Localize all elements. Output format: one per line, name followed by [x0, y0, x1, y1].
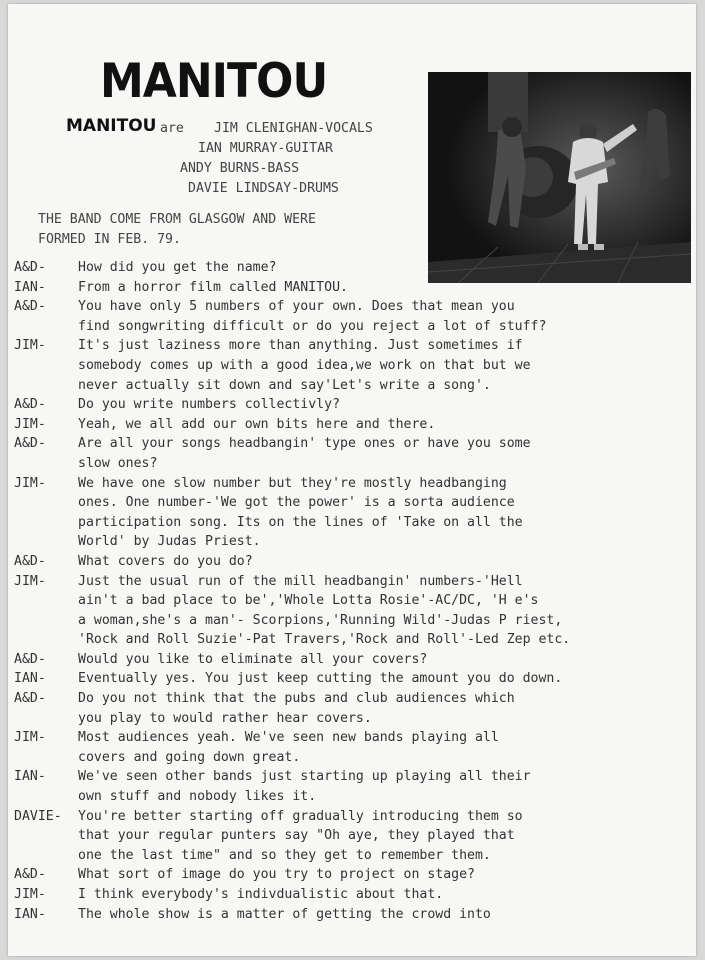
interview-text: We've seen other bands just starting up playing all their	[78, 769, 531, 785]
speaker-label	[14, 630, 78, 650]
speaker-label	[14, 709, 78, 729]
speaker-label: JIM-	[14, 416, 46, 432]
interview-line	[14, 532, 694, 552]
interview-text: you play to would rather hear covers.	[78, 710, 372, 726]
interview-text: participation song. Its on the lines of 'Take on all the	[78, 514, 523, 530]
lineup-member: JIM CLENIGHAN-VOCALS	[214, 121, 373, 136]
interview-line	[14, 807, 694, 827]
interview-text: that your regular punters say "Oh aye, they played that	[78, 828, 515, 844]
interview-line	[14, 689, 694, 709]
interview-line	[14, 552, 694, 572]
speaker-label: A&D-	[14, 553, 46, 569]
interview-text: From a horror film called MANITOU.	[78, 279, 348, 295]
interview-line	[14, 395, 694, 415]
interview-line	[14, 611, 694, 631]
interview-text: What sort of image do you try to project on stage?	[78, 867, 475, 883]
interview-line	[14, 669, 694, 689]
interview-line	[14, 336, 694, 356]
speaker-label: A&D-	[14, 867, 46, 883]
lineup-member: DAVIE LINDSAY-DRUMS	[188, 181, 339, 196]
speaker-label: DAVIE-	[14, 808, 62, 824]
interview-line	[14, 787, 694, 807]
speaker-label	[14, 317, 78, 337]
speaker-label: JIM-	[14, 887, 46, 902]
interview-line	[14, 474, 694, 494]
interview-text: Do you write numbers collectivly?	[78, 397, 341, 413]
speaker-label	[14, 376, 78, 396]
interview-text: How did you get the name?	[78, 260, 277, 275]
interview-line	[14, 885, 694, 905]
interview-line	[14, 826, 694, 846]
interview-text: World' by Judas Priest.	[78, 534, 261, 550]
speaker-label	[14, 787, 78, 807]
speaker-label	[14, 846, 78, 866]
speaker-label	[14, 591, 78, 611]
band-intro	[38, 210, 438, 250]
interview-text: You're better starting off gradually introducing them so	[78, 808, 523, 824]
interview-text: The whole show is a matter of getting the crowd into	[78, 906, 491, 922]
interview-text: find songwriting difficult or do you reject a lot of stuff?	[78, 318, 547, 334]
speaker-label: JIM-	[14, 338, 46, 354]
interview-line	[14, 278, 694, 298]
speaker-label: JIM-	[14, 730, 46, 746]
speaker-label: A&D-	[14, 651, 46, 667]
interview-line	[14, 434, 694, 454]
interview-line	[14, 709, 694, 729]
interview-line	[14, 767, 694, 787]
intro-line: FORMED IN FEB. 79.	[38, 232, 181, 247]
speaker-label: IAN-	[14, 279, 46, 295]
speaker-label	[14, 532, 78, 552]
interview-line	[14, 728, 694, 748]
interview-text: Do you not think that the pubs and club audiences which	[78, 691, 515, 707]
speaker-label	[14, 611, 78, 631]
speaker-label: JIM-	[14, 573, 46, 589]
interview-line	[14, 454, 694, 474]
lineup-are: are	[160, 121, 184, 136]
interview-text: I think everybody's indivdualistic about that.	[78, 887, 444, 902]
speaker-label: IAN-	[14, 906, 46, 922]
interview-line	[14, 415, 694, 435]
speaker-label: JIM-	[14, 475, 46, 491]
interview-line	[14, 572, 694, 592]
speaker-label: IAN-	[14, 769, 46, 785]
interview-line	[14, 493, 694, 513]
interview-text: What covers do you do?	[78, 553, 253, 569]
speaker-label	[14, 454, 78, 474]
interview-line	[14, 591, 694, 611]
interview-text: We have one slow number but they're mostly headbanging	[78, 475, 507, 491]
interview-text: Just the usual run of the mill headbangin' numbers-'Hell	[78, 573, 523, 589]
interview-text: It's just laziness more than anything. Just sometimes if	[78, 338, 523, 354]
interview-text: Most audiences yeah. We've seen new bands playing all	[78, 730, 499, 746]
speaker-label: IAN-	[14, 671, 46, 687]
interview-line	[14, 317, 694, 337]
page-title: MANITOU	[100, 53, 328, 110]
interview-text: Eventually yes. You just keep cutting the amount you do down.	[78, 671, 563, 687]
interview-text: Are all your songs headbangin' type ones or have you some	[78, 436, 531, 452]
speaker-label: A&D-	[14, 260, 46, 275]
speaker-label	[14, 748, 78, 768]
interview-text: slow ones?	[78, 455, 158, 471]
interview-text: somebody comes up with a good idea,we work on that but we	[78, 357, 531, 373]
intro-line: THE BAND COME FROM GLASGOW AND WERE	[38, 212, 316, 227]
speaker-label: A&D-	[14, 691, 46, 707]
speaker-label: A&D-	[14, 299, 46, 315]
interview-text: never actually sit down and say'Let's write a song'.	[78, 377, 491, 393]
band-live-photo	[428, 72, 691, 283]
interview-text: You have only 5 numbers of your own. Does that mean you	[78, 299, 515, 315]
interview-line	[14, 905, 694, 925]
speaker-label	[14, 493, 78, 513]
interview-line	[14, 297, 694, 317]
speaker-label: A&D-	[14, 397, 46, 413]
interview-line	[14, 376, 694, 396]
interview-text: covers and going down great.	[78, 749, 301, 765]
speaker-label	[14, 826, 78, 846]
interview-line	[14, 630, 694, 650]
interview-line	[14, 846, 694, 866]
interview-text: 'Rock and Roll Suzie'-Pat Travers,'Rock and Roll'-Led Zep etc.	[78, 632, 571, 648]
interview-text: one the last time" and so they get to remember them.	[78, 847, 491, 863]
interview-text: Would you like to eliminate all your covers?	[78, 651, 428, 667]
interview-line	[14, 865, 694, 885]
interview-text: ain't a bad place to be','Whole Lotta Rosie'-AC/DC, 'H e's	[78, 593, 539, 609]
zine-page	[8, 4, 696, 956]
speaker-label	[14, 356, 78, 376]
lineup-member: IAN MURRAY-GUITAR	[198, 141, 333, 156]
speaker-label: A&D-	[14, 436, 46, 452]
interview-text: a woman,she's a man'- Scorpions,'Running Wild'-Judas P riest,	[78, 612, 563, 628]
interview-transcript	[14, 258, 694, 924]
interview-text: ones. One number-'We got the power' is a sorta audience	[78, 495, 515, 511]
interview-text: Yeah, we all add our own bits here and there.	[78, 416, 436, 432]
lineup-band-name: MANITOU	[66, 116, 157, 136]
interview-line	[14, 356, 694, 376]
speaker-label	[14, 513, 78, 533]
interview-line	[14, 748, 694, 768]
interview-line	[14, 258, 694, 278]
interview-line	[14, 513, 694, 533]
lineup-member: ANDY BURNS-BASS	[180, 161, 300, 176]
interview-line	[14, 650, 694, 670]
interview-text: own stuff and nobody likes it.	[78, 789, 317, 805]
